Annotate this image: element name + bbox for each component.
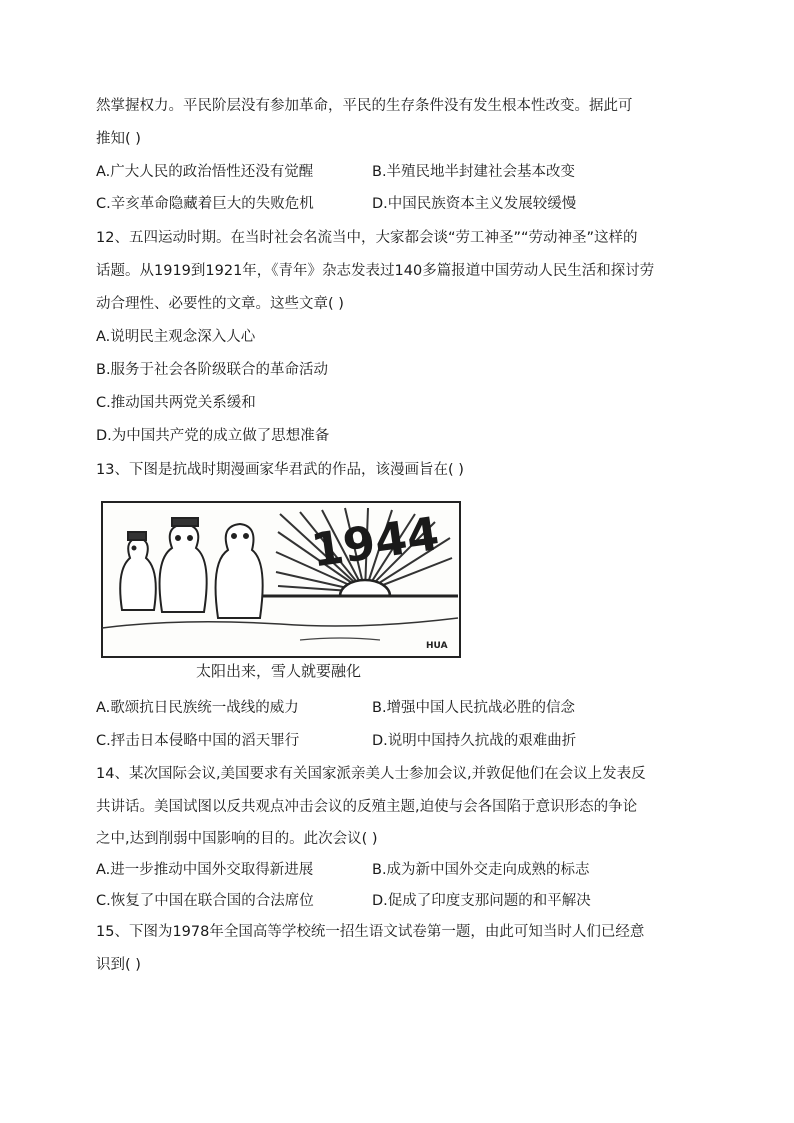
cartoon-figure bbox=[100, 500, 462, 660]
q14-text-line3: 之中,达到削弱中国影响的目的。此次会议( ) bbox=[96, 831, 378, 847]
q11-text-line1: 然掌握权力。平民阶层没有参加革命，平民的生存条件没有发生根本性改变。据此可 bbox=[96, 98, 633, 114]
q11-option-a: A.广大人民的政治悟性还没有觉醒 bbox=[96, 164, 314, 180]
q12-option-c: C.推动国共两党关系缓和 bbox=[96, 395, 256, 411]
q12-option-d: D.为中国共产党的成立做了思想准备 bbox=[96, 428, 330, 444]
q12-option-a: A.说明民主观念深入人心 bbox=[96, 329, 256, 345]
q11-option-c: C.辛亥革命隐藏着巨大的失败危机 bbox=[96, 196, 314, 212]
q13-text-line1: 13、下图是抗战时期漫画家华君武的作品，该漫画旨在( ) bbox=[96, 462, 464, 478]
q15-text-line2: 识到( ) bbox=[96, 957, 141, 973]
cartoon-year-text: 1944 bbox=[307, 506, 443, 578]
q12-text-line3: 动合理性、必要性的文章。这些文章( ) bbox=[96, 296, 344, 312]
q13-option-c: C.抨击日本侵略中国的滔天罪行 bbox=[96, 733, 300, 749]
q14-option-d: D.促成了印度支那问题的和平解决 bbox=[372, 893, 591, 909]
q11-text-line2: 推知( ) bbox=[96, 131, 141, 147]
q13-option-b: B.增强中国人民抗战必胜的信念 bbox=[372, 700, 576, 716]
q11-option-b: B.半殖民地半封建社会基本改变 bbox=[372, 164, 576, 180]
q15-text-line1: 15、下图为1978年全国高等学校统一招生语文试卷第一题，由此可知当时人们已经意 bbox=[96, 924, 645, 940]
q12-option-b: B.服务于社会各阶级联合的革命活动 bbox=[96, 362, 329, 378]
q14-text-line1: 14、某次国际会议,美国要求有关国家派亲美人士参加会议,并敦促他们在会议上发表反 bbox=[96, 766, 646, 782]
q14-option-a: A.进一步推动中国外交取得新进展 bbox=[96, 862, 314, 878]
q11-option-d: D.中国民族资本主义发展较缓慢 bbox=[372, 196, 577, 212]
q14-option-b: B.成为新中国外交走向成熟的标志 bbox=[372, 862, 590, 878]
cartoon-caption: 太阳出来，雪人就要融化 bbox=[196, 662, 362, 680]
q13-option-a: A.歌颂抗日民族统一战线的威力 bbox=[96, 700, 299, 716]
q14-option-c: C.恢复了中国在联合国的合法席位 bbox=[96, 893, 314, 909]
q14-text-line2: 共讲话。美国试图以反共观点冲击会议的反殖主题,迫使与会各国陷于意识形态的争论 bbox=[96, 799, 638, 815]
q12-text-line2: 话题。从1919到1921年，《青年》杂志发表过140多篇报道中国劳动人民生活和探讨劳 bbox=[96, 263, 655, 279]
q12-text-line1: 12、五四运动时期。在当时社会名流当中，大家都会谈“劳工神圣”“劳动神圣”这样的 bbox=[96, 230, 638, 246]
q13-option-d: D.说明中国持久抗战的艰难曲折 bbox=[372, 733, 577, 749]
cartoon-signature: HUA bbox=[426, 641, 448, 651]
